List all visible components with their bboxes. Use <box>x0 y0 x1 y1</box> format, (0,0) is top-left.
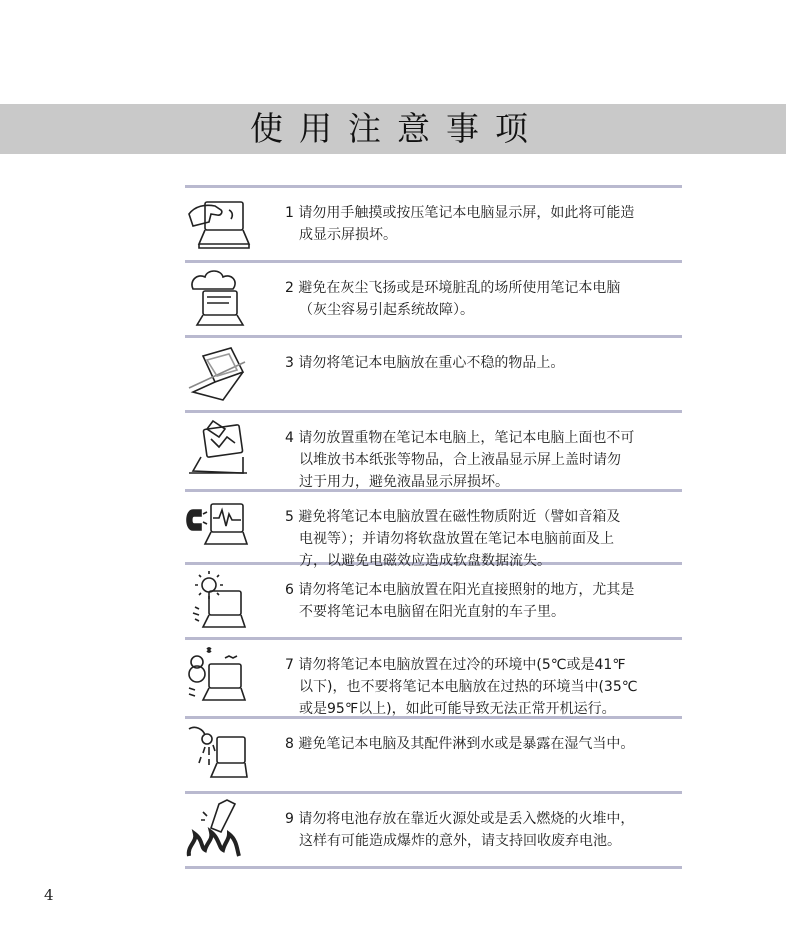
item-text <box>285 352 685 374</box>
list-item <box>185 492 682 569</box>
magnet-icon <box>185 496 255 558</box>
item-line: 不要将笔记本电脑留在阳光直射的车子里。 <box>299 604 565 620</box>
item-text <box>285 277 685 321</box>
item-line: 这样有可能造成爆炸的意外，请支持回收废弃电池。 <box>299 833 621 849</box>
temperature-icon <box>185 644 255 706</box>
sun-icon <box>185 569 255 631</box>
item-text <box>285 654 685 720</box>
item-number: 1 <box>285 205 294 221</box>
item-text <box>285 427 685 493</box>
item-number: 7 <box>285 657 294 673</box>
item-line: （灰尘容易引起系统故障）。 <box>299 302 474 318</box>
item-line: 请勿将笔记本电脑放置在过冷的环境中(5℃或是41℉ <box>298 657 626 673</box>
item-line: 成显示屏损坏。 <box>299 227 397 243</box>
precautions-list <box>185 185 682 869</box>
item-line: 以下)，也不要将笔记本电脑放在过热的环境当中(35℃ <box>299 679 638 695</box>
hand-on-screen-icon <box>185 192 255 254</box>
item-number: 5 <box>285 509 294 525</box>
list-item <box>185 794 682 866</box>
item-number: 8 <box>285 736 294 752</box>
item-text <box>285 579 685 623</box>
item-line: 请勿将电池存放在靠近火源处或是丢入燃烧的火堆中， <box>298 811 635 827</box>
divider <box>185 866 682 869</box>
item-line: 请勿用手触摸或按压笔记本电脑显示屏，如此将可能造 <box>298 205 635 221</box>
page-number: 4 <box>44 886 54 904</box>
list-item <box>185 719 682 791</box>
item-number: 6 <box>285 582 294 598</box>
item-number: 9 <box>285 811 294 827</box>
item-number: 3 <box>285 355 294 371</box>
list-item <box>185 263 682 335</box>
item-line: 避免笔记本电脑及其配件淋到水或是暴露在湿气当中。 <box>298 736 635 752</box>
item-line: 避免将笔记本电脑放置在磁性物质附近（譬如音箱及 <box>298 509 621 525</box>
page-title: 使用注意事项 <box>250 109 544 148</box>
item-line: 方，以避免电磁效应造成软盘数据流失。 <box>299 553 551 569</box>
list-item <box>185 565 682 637</box>
item-line: 请勿将笔记本电脑放置在阳光直接照射的地方，尤其是 <box>298 582 635 598</box>
item-line: 电视等）；并请勿将软盘放置在笔记本电脑前面及上 <box>299 531 614 547</box>
item-text <box>285 506 685 572</box>
item-number: 4 <box>285 430 294 446</box>
item-text <box>285 808 685 852</box>
list-item <box>185 640 682 716</box>
list-item <box>185 413 682 489</box>
item-line: 过于用力，避免液晶显示屏损坏。 <box>299 474 509 490</box>
tilted-laptop-icon <box>185 342 255 404</box>
item-number: 2 <box>285 280 294 296</box>
list-item <box>185 188 682 260</box>
heavy-object-icon <box>185 417 255 479</box>
item-line: 或是95℉以上)，如此可能导致无法正常开机运行。 <box>299 701 616 717</box>
title-band <box>0 104 786 154</box>
water-shower-icon <box>185 723 255 785</box>
item-text <box>285 733 685 755</box>
dust-cloud-icon <box>185 267 255 329</box>
item-line: 请勿放置重物在笔记本电脑上，笔记本电脑上面也不可 <box>298 430 635 446</box>
battery-fire-icon <box>185 798 255 860</box>
item-line: 请勿将笔记本电脑放在重心不稳的物品上。 <box>298 355 565 371</box>
item-line: 以堆放书本纸张等物品，合上液晶显示屏上盖时请勿 <box>299 452 621 468</box>
item-text <box>285 202 685 246</box>
item-line: 避免在灰尘飞扬或是环境脏乱的场所使用笔记本电脑 <box>298 280 621 296</box>
list-item <box>185 338 682 410</box>
